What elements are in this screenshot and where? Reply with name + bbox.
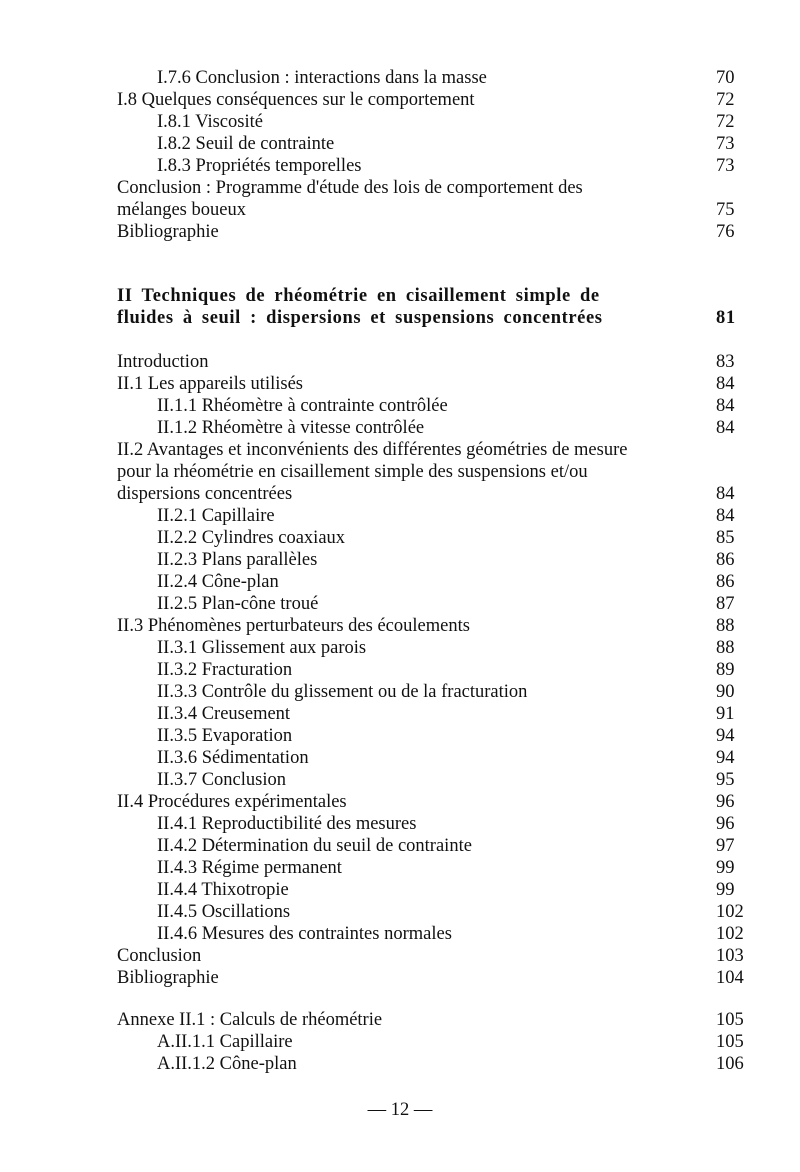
toc-entry-title: II.2.2 Cylindres coaxiaux [157, 528, 346, 548]
toc-entry-page: 86 [716, 550, 735, 570]
toc-entry-title: II.1 Les appareils utilisés [117, 374, 303, 394]
toc-entry-page: 84 [716, 374, 735, 394]
toc-entry-page: 102 [716, 902, 744, 922]
toc-entry [117, 901, 757, 923]
toc-entry-title: II.2.4 Cône-plan [157, 572, 279, 592]
toc-entry [117, 571, 757, 593]
toc-entry [117, 461, 757, 483]
toc-entry-title: Conclusion : Programme d'étude des lois de comportement des [117, 178, 583, 198]
toc-entry-title: II Techniques de rhéométrie en cisaillement simple de [117, 286, 600, 306]
toc-entry-page: 84 [716, 506, 735, 526]
toc-entry [117, 681, 757, 703]
toc-entry-title: A.II.1.2 Cône-plan [157, 1054, 297, 1074]
toc-entry [117, 791, 757, 813]
toc-entry [117, 923, 757, 945]
toc-entry-title: I.7.6 Conclusion : interactions dans la masse [157, 68, 487, 88]
toc-entry [117, 373, 757, 395]
toc-entry-title: I.8.2 Seuil de contrainte [157, 134, 335, 154]
toc-entry-page: 104 [716, 968, 744, 988]
toc-entry-title: II.3.7 Conclusion [157, 770, 286, 790]
toc-entry-title: II.4.5 Oscillations [157, 902, 291, 922]
toc-entry [117, 659, 757, 681]
toc-entry [117, 351, 757, 373]
toc-entry [117, 527, 757, 549]
toc-entry-title: II.1.2 Rhéomètre à vitesse contrôlée [157, 418, 425, 438]
toc-entry [117, 417, 757, 439]
toc-entry [117, 747, 757, 769]
toc-entry-title: Bibliographie [117, 968, 219, 988]
toc-entry-page: 106 [716, 1054, 744, 1074]
toc-entry-title: I.8 Quelques conséquences sur le comportement [117, 90, 475, 110]
toc-entry-title: II.4 Procédures expérimentales [117, 792, 347, 812]
page-number-footer: — 12 — [367, 1100, 433, 1120]
toc-entry [117, 725, 757, 747]
toc-entry-page: 94 [716, 748, 735, 768]
toc-entry-page: 99 [716, 858, 735, 878]
toc-entry-title: II.4.3 Régime permanent [157, 858, 342, 878]
toc-entry-page: 83 [716, 352, 735, 372]
toc-entry-title: Introduction [117, 352, 209, 372]
toc-entry-page: 103 [716, 946, 744, 966]
toc-entry [117, 615, 757, 637]
toc-entry [117, 89, 757, 111]
toc-entry-page: 81 [716, 308, 736, 328]
toc-entry-page: 85 [716, 528, 735, 548]
toc-entry-page: 75 [716, 200, 735, 220]
toc-entry-title: Bibliographie [117, 222, 219, 242]
toc-entry [117, 967, 757, 989]
toc-entry [117, 199, 757, 221]
toc-entry-title: Annexe II.1 : Calculs de rhéométrie [117, 1010, 383, 1030]
toc-entry-page: 97 [716, 836, 735, 856]
toc-entry [117, 133, 757, 155]
toc-entry-page: 90 [716, 682, 735, 702]
toc-entry-title: I.8.1 Viscosité [157, 112, 263, 132]
toc-entry-title: II.3.6 Sédimentation [157, 748, 309, 768]
toc-entry-title: II.3 Phénomènes perturbateurs des écoulements [117, 616, 470, 636]
toc-entry-page: 84 [716, 418, 735, 438]
toc-entry-title: II.3.2 Fracturation [157, 660, 293, 680]
toc-entry [117, 111, 757, 133]
toc-entry-page: 105 [716, 1032, 744, 1052]
toc-entry [117, 1053, 757, 1075]
toc-entry [117, 395, 757, 417]
toc-entry-title: II.4.4 Thixotropie [157, 880, 289, 900]
toc-entry [117, 1009, 757, 1031]
toc-entry [117, 945, 757, 967]
toc-entry-title: II.3.3 Contrôle du glissement ou de la fracturation [157, 682, 528, 702]
toc-entry-page: 94 [716, 726, 735, 746]
toc-entry-page: 76 [716, 222, 735, 242]
toc-entry-title: II.2.3 Plans parallèles [157, 550, 318, 570]
toc-entry-page: 91 [716, 704, 735, 724]
toc-entry-page: 86 [716, 572, 735, 592]
toc-entry [117, 285, 757, 307]
toc-entry [117, 593, 757, 615]
toc-entry-title: pour la rhéométrie en cisaillement simple des suspensions et/ou [117, 462, 588, 482]
toc-entry-title: II.4.1 Reproductibilité des mesures [157, 814, 417, 834]
toc-entry-page: 73 [716, 134, 735, 154]
toc-entry [117, 813, 757, 835]
toc-entry-page: 105 [716, 1010, 744, 1030]
toc-entry [117, 505, 757, 527]
toc-entry-page: 72 [716, 90, 735, 110]
toc-entry [117, 439, 757, 461]
toc-entry-page: 73 [716, 156, 735, 176]
toc-entry-page: 87 [716, 594, 735, 614]
toc-entry-title: II.2.5 Plan-cône troué [157, 594, 319, 614]
toc-entry-title: II.3.5 Evaporation [157, 726, 293, 746]
toc-entry [117, 703, 757, 725]
toc-entry-page: 88 [716, 638, 735, 658]
toc-entry [117, 879, 757, 901]
toc-entry [117, 483, 757, 505]
toc-entry-page: 102 [716, 924, 744, 944]
toc-entry-title: dispersions concentrées [117, 484, 293, 504]
toc-entry-title: A.II.1.1 Capillaire [157, 1032, 293, 1052]
toc-entry [117, 857, 757, 879]
toc-entry [117, 307, 757, 329]
toc-entry [117, 637, 757, 659]
toc-entry [117, 769, 757, 791]
toc-entry-page: 96 [716, 792, 735, 812]
toc-entry [117, 835, 757, 857]
toc-entry-title: II.3.1 Glissement aux parois [157, 638, 367, 658]
toc-entry-page: 84 [716, 396, 735, 416]
toc-entry-title: mélanges boueux [117, 200, 246, 220]
toc-entry-page: 95 [716, 770, 735, 790]
toc-entry-page: 89 [716, 660, 735, 680]
toc-entry [117, 155, 757, 177]
toc-entry-title: I.8.3 Propriétés temporelles [157, 156, 362, 176]
toc-entry-title: fluides à seuil : dispersions et suspensions concentrées [117, 308, 603, 328]
toc-entry [117, 221, 757, 243]
toc-entry [117, 549, 757, 571]
toc-entry-page: 88 [716, 616, 735, 636]
toc-entry [117, 67, 757, 89]
toc-entry-title: II.2 Avantages et inconvénients des différentes géométries de mesure [117, 440, 628, 460]
toc-entry-title: II.2.1 Capillaire [157, 506, 275, 526]
toc-entry-title: II.3.4 Creusement [157, 704, 291, 724]
toc-entry-title: II.1.1 Rhéomètre à contrainte contrôlée [157, 396, 448, 416]
toc-entry-page: 70 [716, 68, 735, 88]
toc-entry-page: 84 [716, 484, 735, 504]
toc-entry-page: 96 [716, 814, 735, 834]
toc-entry [117, 1031, 757, 1053]
toc-entry-title: II.4.6 Mesures des contraintes normales [157, 924, 452, 944]
toc-entry-title: Conclusion [117, 946, 202, 966]
toc-entry-page: 72 [716, 112, 735, 132]
toc-entry-page: 99 [716, 880, 735, 900]
toc-entry [117, 177, 757, 199]
toc-entry-title: II.4.2 Détermination du seuil de contrainte [157, 836, 472, 856]
